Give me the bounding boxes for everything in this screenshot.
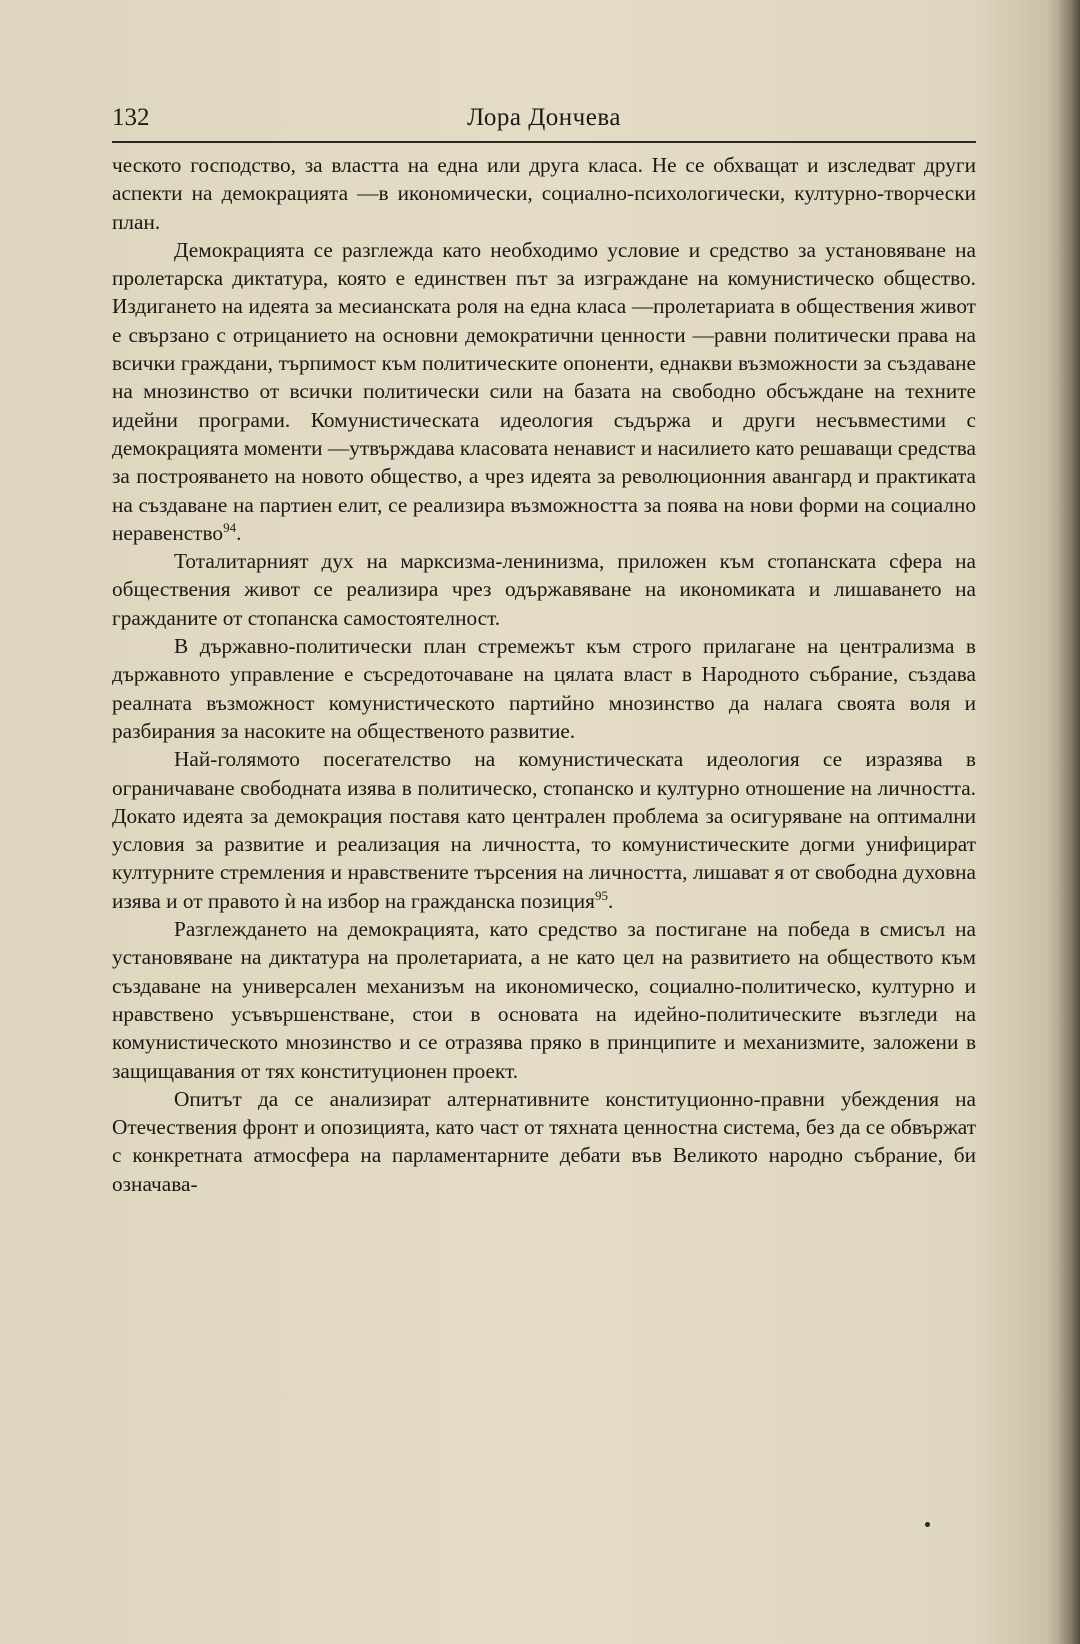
footnote-ref-94: 94 xyxy=(223,519,237,535)
page-header xyxy=(112,104,976,140)
page-edge-shadow xyxy=(1058,0,1080,1644)
body-text xyxy=(112,151,976,1198)
paragraph-3: Тоталитарният дух на марксизма-ленинизма, приложен към стопанската сфера на обществения живот се реализира чрез одържавяване на икономиката и лишаването на гражданите от стопанска самостоятелност. xyxy=(112,549,976,630)
page-number: 132 xyxy=(112,104,150,131)
paragraph-7: Опитът да се анализират алтернативните конституционно-правни убеждения на Отечествения фронт и опозицията, като част от тяхната ценностна система, без да се обвържат с конкретната атмосфера на парламентарните дебати във Великото народно събрание, би означава- xyxy=(112,1086,976,1196)
header-rule xyxy=(112,141,976,143)
paragraph-2: Демокрацията се разглежда като необходимо условие и средство за установяване на пролетарска диктатура, която е единствен път за изграждане на комунистическо общество. Издигането на идеята за месианската роля на една класа —пролетариата в обществения живот е свързано с отрицанието на основни демократични ценности —равни политически права на всички граждани, търпимост към политическите опоненти, еднакви възможности за създаване на мнозинство от всички политически сили на базата на свободно обсъждане на техните идейни програми. Комунистическата идеология съдържа и други несъвместими с демокрацията моменти —утвърждава класовата ненавист и насилието като решаващи средства за построяването на новото общество, а чрез идеята за революционния авангард и практиката на създаване на партиен елит, се реализира възможността за поява на нови форми на социално неравенство$^{94}$. xyxy=(112,237,976,545)
running-head-author: Лора Дончева xyxy=(467,104,621,131)
paragraph-1: ческото господство, за властта на една или друга класа. Не се обхващат и изследват други аспекти на демокрацията —в икономически, социално-психологически, културно-творчески план. xyxy=(112,153,976,234)
paragraph-6: Разглеждането на демокрацията, като средство за постигане на победа в смисъл на установяване на диктатура на пролетариата, а не като цел на развитието на обществото към създаване на универсален механизъм на икономическо, социално-политическо, културно и нравствено усъвършенстване, стои в основата на идейно-политическите възгледи на комунистическото мнозинство и се отразява пряко в принципите и механизмите, заложени в защищавания от тях конституционен проект. xyxy=(112,917,976,1083)
paragraph-5: Най-голямото посегателство на комунистическата идеология се изразява в ограничаване свободната изява в политическо, стопанско и културно отношение на личността. Докато идеята за демокрация поставя като централен проблема за осигуряване на оптимални условия за развитие и реализация на личността, то комунистическите догми унифицират културните стремления и нравствените търсения на личността, лишават я от свободна духовна изява и от правото ѝ на избор на гражданска позиция$^{95}$. xyxy=(112,747,976,913)
ink-speck xyxy=(925,1522,930,1527)
paragraph-4: В държавно-политически план стремежът към строго прилагане на централизма в държавното управление е съсредоточаване на цялата власт в Народното събрание, създава реалната възможност комунистическото партийно мнозинство да налага своята воля и разбирания за насоките на общественото развитие. xyxy=(112,634,976,743)
footnote-ref-95: 95 xyxy=(594,887,608,903)
